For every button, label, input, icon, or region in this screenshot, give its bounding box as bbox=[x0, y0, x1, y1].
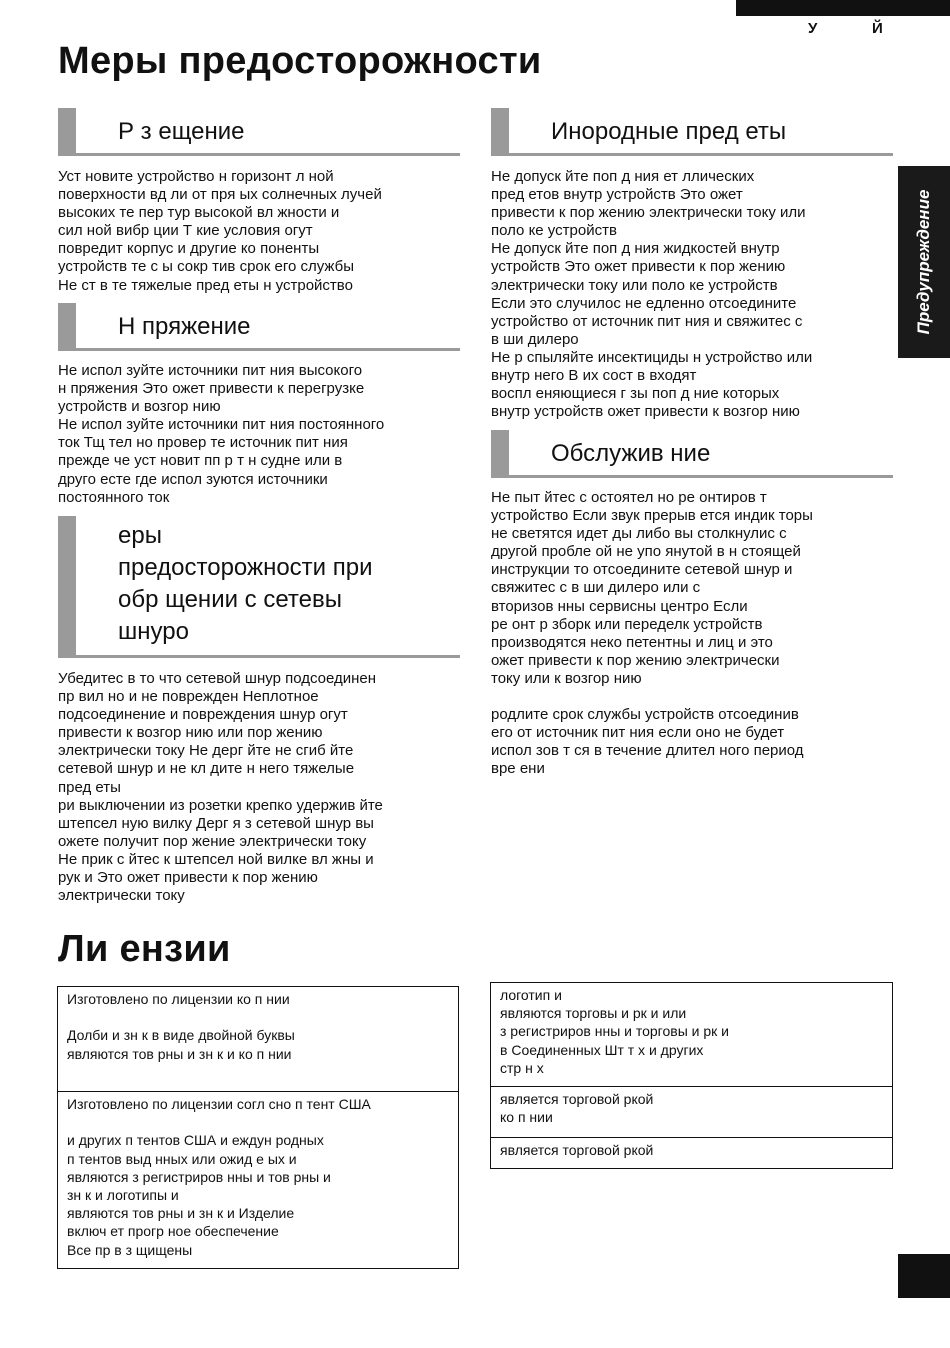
voltage-text: Не испол зуйте источники пит ния высокого н пряжения Это ожет привести к перегрузке устройств и возгор нию Не испол зуйте источники пит ния постоянного ток Тщ тел но провер те источник пит ния прежде че уст новит пп р т н судне или в друго есте где испол зуются источники постоянного ток bbox=[58, 362, 385, 506]
service-text: Не пыт йтес с остоятел но ре онтиров т устройство Если звук прерыв ется индик торы не светятся идет ды либо вы столкнулис с другой пробле ой не упо янутой в н стоящей инструкции то отсоедините сетевой шнур и свяжитес с в ши дилеро или с вторизов нны сервисны центро Если ре онт р зборк или переделк устройств производятся неко петентны и лиц и это ожет привести к пор жению электрически току или к возгор нию родлите срок службы устройств отсоединив его от источник пит ния если оно не будет испол зов т ся в течение длител ного период вре ени bbox=[491, 489, 813, 778]
section-marker bbox=[491, 430, 509, 475]
section-header-cord bbox=[58, 516, 460, 658]
section-title-cord: еры предосторожности при обр щении с сетевы шнуро bbox=[118, 522, 373, 645]
license-box-right bbox=[490, 982, 893, 1169]
licenses-title: Ли ензии bbox=[58, 928, 231, 970]
section-marker bbox=[491, 108, 509, 153]
section-marker bbox=[58, 108, 76, 153]
license-entry: является торговой ркой bbox=[500, 1142, 654, 1158]
section-title-foreign-objects: Инородные пред еты bbox=[551, 118, 787, 145]
section-marker bbox=[58, 303, 76, 348]
license-box-left bbox=[57, 986, 459, 1269]
foreign-objects-text: Не допуск йте поп д ния ет ллических пред етов внутр устройств Это ожет привести к пор жению электрически току или поло ке устройств Не допуск йте поп д ния жидкостей внутр устройств Это ожет привести к пор жению электрически току или поло ке устройств Если это случилос не едленно отсоедините устройство от источник пит ния и свяжитес с в ши дилеро Не р спыляйте инсектициды н устройство или внутр него В их сост в входят воспл еняющиеся г зы поп д ние которых внутр устройств ожет привести к возгор нию bbox=[491, 168, 813, 421]
license-entry: логотип и являются торговы и рк и или з регистриров нны и торговы и рк и в Соединенных Шт т х и других стр н х bbox=[491, 983, 892, 1087]
header-bar bbox=[736, 0, 950, 16]
section-marker bbox=[58, 516, 76, 655]
page-title: Меры предосторожности bbox=[58, 40, 542, 82]
side-tab-warning bbox=[898, 166, 950, 358]
section-header-foreign-objects bbox=[491, 108, 893, 156]
license-entry: является торговой ркой ко п нии bbox=[491, 1087, 892, 1138]
section-header-service bbox=[491, 430, 893, 478]
license-entry: Изготовлено по лицензии согл сно п тент США и других п тентов США и еждун родных п тентов выд нных или ожид е ых и являются з регистриров нны и тов рны и зн к и логотипы и являются тов рны и зн к и Изделие включ ет прогр ное обеспечение Все пр в з щищены bbox=[67, 1096, 371, 1258]
page-number-block bbox=[898, 1254, 950, 1298]
section-title-voltage: Н пряжение bbox=[118, 313, 251, 340]
placement-text: Уст новите устройство н горизонт л ной поверхности вд ли от пря ых солнечных лучей высоких те пер тур высокой вл жности и сил ной вибр ции Т кие условия огут повредит корпус и другие ко поненты устройств те с ы сокр тив срок его службы Не ст в те тяжелые пред еты н устройство bbox=[58, 168, 382, 294]
section-title-service: Обслужив ние bbox=[551, 440, 711, 467]
section-header-placement bbox=[58, 108, 460, 156]
section-title-placement: Р з ещение bbox=[118, 118, 245, 145]
cord-text: Убедитес в то что сетевой шнур подсоединен пр вил но и не поврежден Неплотное подсоединение и повреждения шнур огут привести к возгор нию или пор жению электрически току Не дерг йте не сгиб йте сетевой шнур и не кл дите н него тяжелые пред еты ри выключении из розетки крепко удержив йте штепсел ную вилку Дерг я з сетевой шнур вы ожете получит пор жение электрически току Не прик с йтес к штепсел ной вилке вл жны и рук и Это ожет привести к пор жению электрически току bbox=[58, 670, 383, 905]
language-label-left: У bbox=[808, 20, 818, 37]
section-header-voltage bbox=[58, 303, 460, 351]
side-tab-label: Предупреждение bbox=[914, 189, 933, 335]
license-entry: Изготовлено по лицензии ко п нии Долби и зн к в виде двойной буквы являются тов рны и зн к и ко п нии bbox=[58, 987, 458, 1092]
language-label-right: Й bbox=[872, 20, 883, 37]
